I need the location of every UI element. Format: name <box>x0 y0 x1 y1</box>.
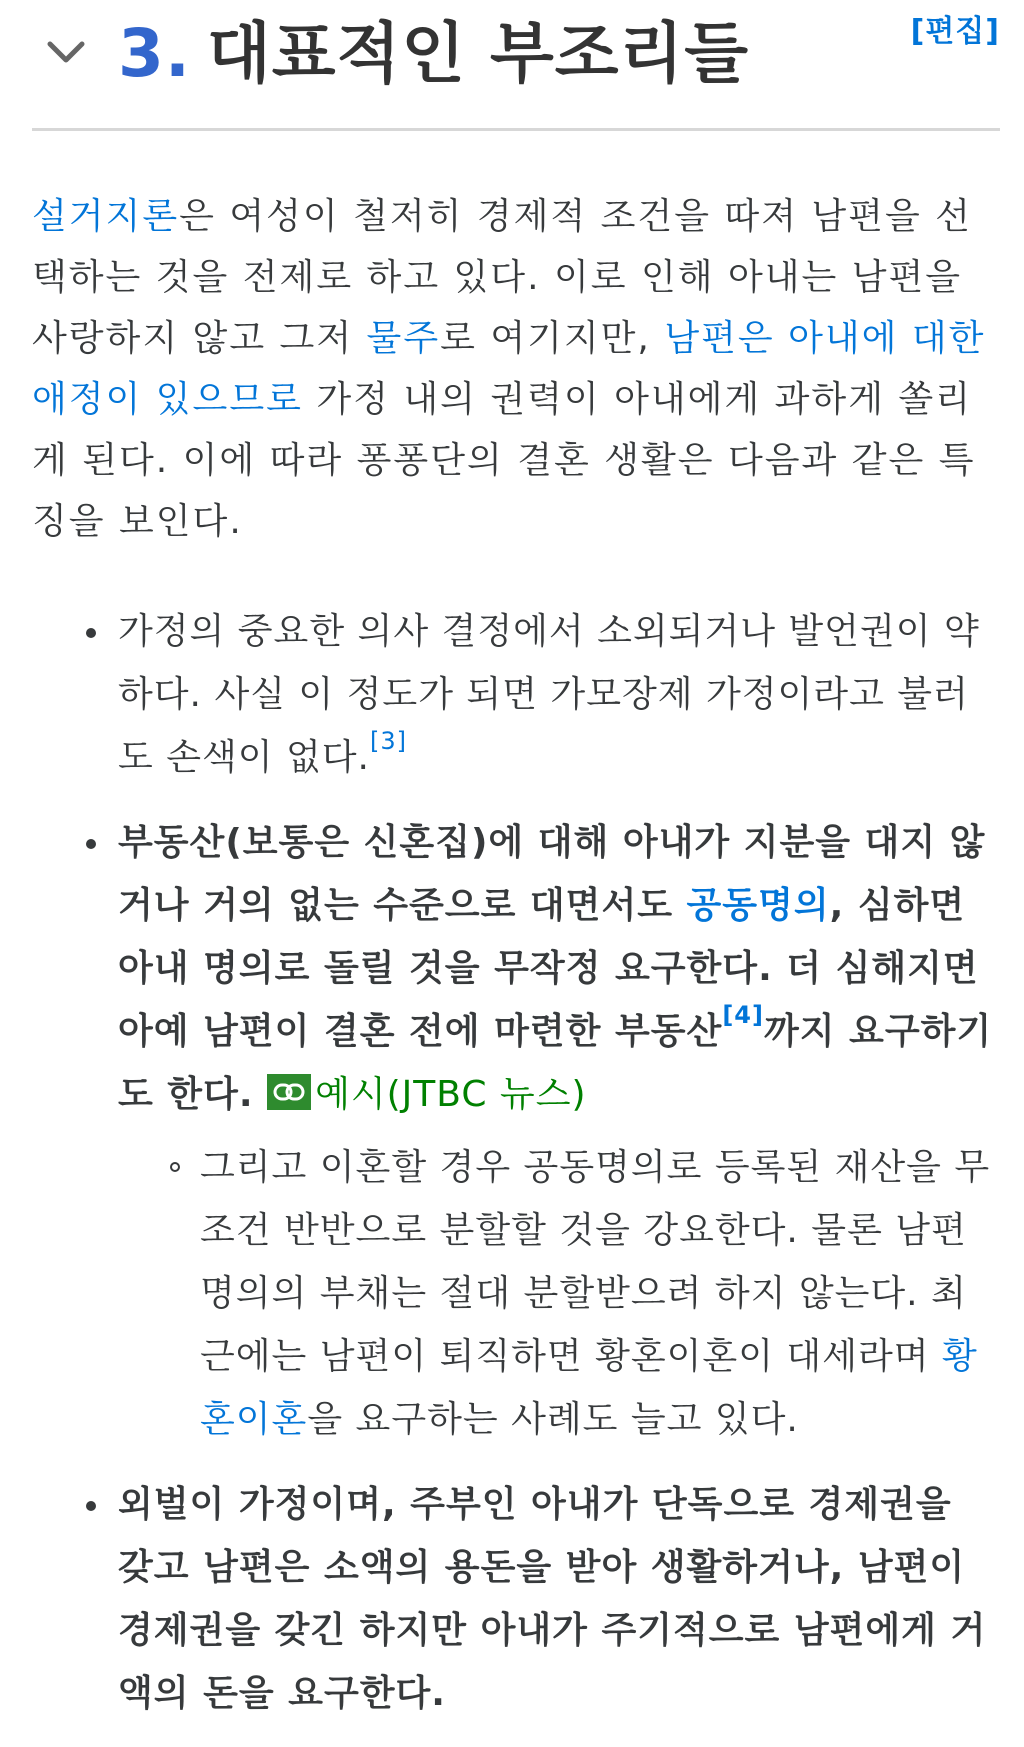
section-title <box>118 6 749 102</box>
bullet-list <box>118 600 998 1747</box>
intro-text-3: 가정 내의 권력이 아내에게 과하게 쏠리게 된다. 이에 따라 퐁퐁단의 결혼 생활은 다음과 같은 특징을 보인다. <box>32 379 976 542</box>
footnote-ref[interactable]: [3] <box>370 727 407 755</box>
edit-link[interactable]: [편집] <box>910 14 1000 49</box>
section-number: 3. <box>118 15 191 92</box>
item-text: 가정의 중요한 의사 결정에서 소외되거나 발언권이 약하다. 사실 이 정도가 되면 가모장제 가정이라고 불러도 손색이 없다. <box>118 611 980 778</box>
chevron-down-icon[interactable] <box>46 40 86 66</box>
intro-paragraph <box>32 186 997 552</box>
footnote-ref[interactable]: [4] <box>722 1001 764 1029</box>
link-joint-ownership[interactable]: 공동명의 <box>686 885 830 926</box>
section-heading <box>32 0 1000 131</box>
external-link[interactable] <box>267 1074 586 1115</box>
item-text: , 심하면 아내 명의로 돌릴 것을 무작정 요구한다. 더 심해지면 아예 남편이 결혼 전에 마련한 부동산 <box>118 885 979 1052</box>
list-item <box>118 600 998 789</box>
item-text: 부동산(보통은 신혼집)에 대해 아내가 지분을 대지 않거나 거의 없는 수준으로 대면서도 <box>118 822 986 926</box>
sub-list <box>118 1136 998 1451</box>
external-link-label: 예시(JTBC 뉴스) <box>315 1074 587 1115</box>
item-text: 까지 요구하기도 한다. <box>118 1011 993 1115</box>
item-text: 외벌이 가정이며, 주부인 아내가 단독으로 경제권을 갖고 남편은 소액의 용돈을 받아 생활하거나, 남편이 경제권을 갖긴 하지만 아내가 주기적으로 남편에게 거액의 돈을 요구한다. <box>118 1484 987 1714</box>
link-mulju[interactable]: 물주 <box>366 318 441 359</box>
list-item <box>118 1473 998 1725</box>
link-twilight-divorce[interactable]: 황혼이혼 <box>200 1336 978 1440</box>
list-item <box>118 811 998 1451</box>
external-link-icon <box>267 1074 311 1110</box>
link-affection[interactable]: 남편은 아내에 대한 애정이 있으므로 <box>32 318 986 420</box>
intro-text-2: 로 여기지만, <box>440 318 665 359</box>
intro-text-1: 은 여성이 철저히 경제적 조건을 따져 남편을 선택하는 것을 전제로 하고 있다. 이로 인해 아내는 남편을 사랑하지 않고 그저 <box>32 196 972 359</box>
item-text: 을 요구하는 사례도 늘고 있다. <box>307 1399 799 1440</box>
item-text: 그리고 이혼할 경우 공동명의로 등록된 재산을 무조건 반반으로 분할할 것을 강요한다. 물론 남편 명의의 부채는 절대 분할받으려 하지 않는다. 최근에는 남편이 퇴직하면 황혼이혼이 대세라며 <box>200 1147 991 1377</box>
section-title-text: 대표적인 부조리들 <box>207 15 750 92</box>
sub-list-item <box>200 1136 998 1451</box>
link-seolgeojiron[interactable]: 설거지론 <box>32 196 180 237</box>
